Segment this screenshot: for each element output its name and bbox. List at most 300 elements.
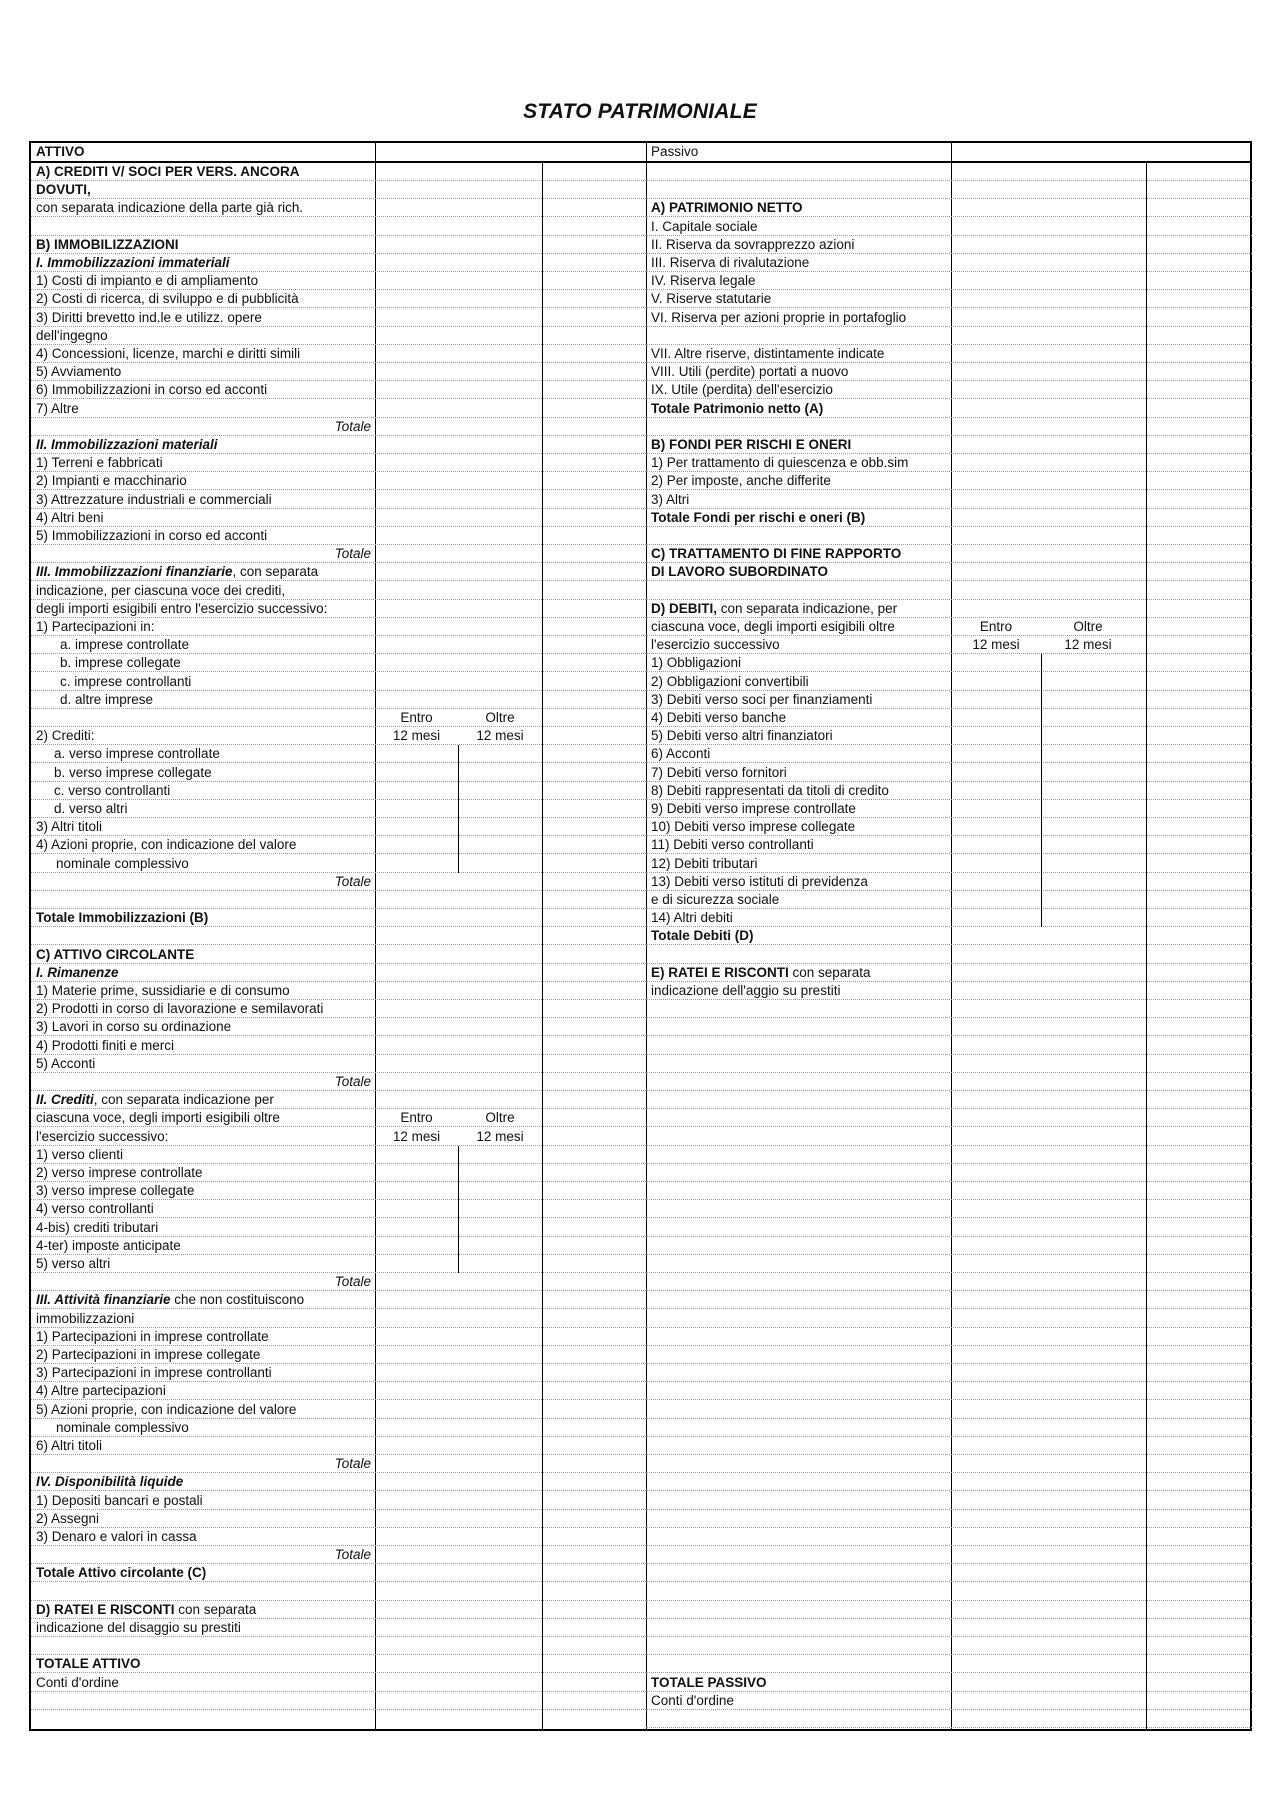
attivo-row xyxy=(31,381,646,399)
attivo-row xyxy=(31,1655,646,1673)
passivo-row xyxy=(646,381,1252,399)
passivo-row xyxy=(646,745,1252,763)
attivo-row-label xyxy=(31,1200,375,1218)
passivo-row xyxy=(646,1273,1252,1291)
row-label-text: III. Immobilizzazioni finanziarie xyxy=(36,564,233,580)
attivo-row xyxy=(31,1109,646,1127)
passivo-row xyxy=(646,1255,1252,1273)
passivo-row xyxy=(646,618,1252,636)
passivo-row-label xyxy=(646,1200,951,1218)
attivo-row xyxy=(31,1073,646,1091)
attivo-row xyxy=(31,1473,646,1491)
attivo-row xyxy=(31,491,646,509)
attivo-row-label xyxy=(31,1437,375,1455)
attivo-row xyxy=(31,1601,646,1619)
row-label-text: Totale Immobilizzazioni (B) xyxy=(36,910,209,926)
row-label-text: 1) verso clienti xyxy=(36,1146,124,1162)
row-label-text: 5) Debiti verso altri finanziatori xyxy=(651,728,833,744)
row-label-text: Totale xyxy=(334,1074,371,1089)
row-label-text: 2) Assegni xyxy=(36,1510,100,1526)
attivo-row-label xyxy=(31,1237,375,1255)
attivo-row-label xyxy=(31,472,375,490)
row-label-text: 6) Acconti xyxy=(651,746,711,762)
attivo-row xyxy=(31,782,646,800)
row-label-text: 9) Debiti verso imprese controllate xyxy=(651,801,856,816)
row-label-text: 1) Partecipazioni in imprese controllate xyxy=(36,1328,269,1344)
passivo-row-label xyxy=(646,1219,951,1237)
row-label-text: A) PATRIMONIO NETTO xyxy=(651,200,803,216)
passivo-row xyxy=(646,1583,1252,1601)
row-label-text: indicazione dell'aggio su prestiti xyxy=(651,983,841,998)
passivo-row-label xyxy=(646,1655,951,1673)
attivo-row xyxy=(31,582,646,600)
attivo-row xyxy=(31,1619,646,1637)
row-label-text: 1) Costi di impianto e di ampliamento xyxy=(36,273,259,289)
passivo-row xyxy=(646,873,1252,891)
row-label-text: B) IMMOBILIZZAZIONI xyxy=(36,236,179,252)
passivo-row xyxy=(646,1200,1252,1218)
attivo-row-label xyxy=(31,855,375,873)
passivo-row xyxy=(646,309,1252,327)
attivo-row-label xyxy=(31,1219,375,1237)
passivo-row-label xyxy=(646,927,951,945)
attivo-row-label xyxy=(31,818,375,836)
passivo-row-label xyxy=(646,1674,951,1692)
passivo-row-label xyxy=(646,1255,951,1273)
attivo-row xyxy=(31,727,646,745)
passivo-row-label xyxy=(646,764,951,782)
passivo-row xyxy=(646,181,1252,199)
row-label-text: 4) Altre partecipazioni xyxy=(36,1383,166,1399)
passivo-row-label xyxy=(646,1619,951,1637)
attivo-row-label xyxy=(31,1328,375,1346)
row-label-text: Totale xyxy=(334,418,371,434)
attivo-row xyxy=(31,654,646,672)
passivo-row xyxy=(646,327,1252,345)
row-label-text: B) FONDI PER RISCHI E ONERI xyxy=(651,437,852,452)
attivo-row xyxy=(31,764,646,782)
passivo-row xyxy=(646,436,1252,454)
attivo-row-label xyxy=(31,327,375,345)
row-label-text: Totale xyxy=(334,1547,371,1563)
attivo-row-label xyxy=(31,1055,375,1073)
row-label-text: 5) Avviamento xyxy=(36,364,122,380)
passivo-row-label xyxy=(646,1237,951,1255)
attivo-header: ATTIVO xyxy=(36,144,85,159)
row-label-text: Conti d'ordine xyxy=(36,1674,119,1690)
passivo-row xyxy=(646,1109,1252,1127)
passivo-row xyxy=(646,982,1252,1000)
attivo-row xyxy=(31,1291,646,1309)
row-label-text: l'esercizio successivo: xyxy=(36,1128,169,1144)
passivo-row-label xyxy=(646,290,951,308)
row-label-text: I. Capitale sociale xyxy=(651,218,758,234)
entro-oltre-divider xyxy=(1041,836,1042,854)
attivo-row xyxy=(31,909,646,927)
row-label-text: II. Crediti xyxy=(36,1092,94,1108)
attivo-row xyxy=(31,272,646,290)
row-label-text: 8) Debiti rappresentati da titoli di credito xyxy=(651,782,889,798)
row-label-text: 11) Debiti verso controllanti xyxy=(651,837,814,853)
attivo-row-label xyxy=(31,800,375,818)
attivo-row-label xyxy=(31,400,375,418)
passivo-row-label xyxy=(646,1055,951,1073)
passivo-row xyxy=(646,1018,1252,1036)
row-label-text: 1) Materie prime, sussidiarie e di consumo xyxy=(36,983,290,998)
row-label-text: 1) Obbligazioni xyxy=(651,655,742,671)
passivo-row xyxy=(646,1401,1252,1419)
attivo-row xyxy=(31,345,646,363)
passivo-row xyxy=(646,1564,1252,1582)
attivo-row xyxy=(31,1674,646,1692)
attivo-row-label xyxy=(31,946,375,964)
attivo-row xyxy=(31,1346,646,1364)
passivo-row xyxy=(646,199,1252,217)
passivo-row xyxy=(646,363,1252,381)
row-label-text: indicazione, per ciascuna voce dei crediti, xyxy=(36,582,286,598)
attivo-row xyxy=(31,1510,646,1528)
passivo-row xyxy=(646,909,1252,927)
attivo-row xyxy=(31,1164,646,1182)
row-label-text: 2) verso imprese controllate xyxy=(36,1165,203,1180)
entro-header: 12 mesi xyxy=(972,637,1020,653)
oltre-header: Oltre xyxy=(485,710,515,725)
row-label-rest: , con separata indicazione per xyxy=(93,1092,274,1108)
attivo-row xyxy=(31,946,646,964)
attivo-row-label xyxy=(31,254,375,272)
attivo-row xyxy=(31,418,646,436)
row-label-text: Totale xyxy=(334,546,371,562)
row-label-text: a. imprese controllate xyxy=(60,637,190,653)
attivo-row xyxy=(31,1419,646,1437)
entro-oltre-divider xyxy=(458,1237,459,1255)
attivo-row xyxy=(31,673,646,691)
passivo-row-label xyxy=(646,1710,951,1728)
passivo-row xyxy=(646,218,1252,236)
passivo-row-label xyxy=(646,363,951,381)
attivo-row-label xyxy=(31,1546,375,1564)
attivo-row-label xyxy=(31,1091,375,1109)
passivo-row-label xyxy=(646,1473,951,1491)
attivo-row-label xyxy=(31,436,375,454)
row-label-text: C) TRATTAMENTO DI FINE RAPPORTO xyxy=(651,546,902,562)
attivo-row-label xyxy=(31,563,375,581)
attivo-row xyxy=(31,982,646,1000)
attivo-row-label xyxy=(31,673,375,691)
attivo-row xyxy=(31,309,646,327)
attivo-row-label xyxy=(31,454,375,472)
passivo-row xyxy=(646,673,1252,691)
row-label-text: TOTALE ATTIVO xyxy=(36,1656,141,1672)
passivo-row xyxy=(646,727,1252,745)
row-label-text: 10) Debiti verso imprese collegate xyxy=(651,819,856,835)
attivo-row xyxy=(31,618,646,636)
row-label-text: I. Rimanenze xyxy=(36,964,119,980)
passivo-row-label xyxy=(646,181,951,199)
passivo-row-label xyxy=(646,1637,951,1655)
row-label-text: 1) Partecipazioni in: xyxy=(36,619,155,634)
passivo-row xyxy=(646,236,1252,254)
passivo-row xyxy=(646,1437,1252,1455)
passivo-row xyxy=(646,1455,1252,1473)
attivo-row xyxy=(31,709,646,727)
passivo-row-label xyxy=(646,709,951,727)
attivo-row xyxy=(31,1200,646,1218)
attivo-row-label xyxy=(31,782,375,800)
attivo-row-label xyxy=(31,1000,375,1018)
passivo-row-label xyxy=(646,818,951,836)
row-label-text: C) ATTIVO CIRCOLANTE xyxy=(36,946,195,962)
passivo-row xyxy=(646,946,1252,964)
attivo-row-label xyxy=(31,1510,375,1528)
passivo-row xyxy=(646,964,1252,982)
attivo-row-label xyxy=(31,1492,375,1510)
passivo-row-label xyxy=(646,1510,951,1528)
row-label-text: IX. Utile (perdita) dell'esercizio xyxy=(651,382,833,398)
passivo-row-label xyxy=(646,691,951,709)
attivo-row-label xyxy=(31,1164,375,1182)
passivo-row-label xyxy=(646,1182,951,1200)
passivo-row-label xyxy=(646,836,951,854)
row-label-text: degli importi esigibili entro l'esercizio successivo: xyxy=(36,600,328,616)
row-label-text: 4) verso controllanti xyxy=(36,1201,154,1217)
passivo-row-label xyxy=(646,1146,951,1164)
row-label-text: I. Immobilizzazioni immateriali xyxy=(36,255,230,270)
passivo-row-label xyxy=(646,1164,951,1182)
passivo-row-label xyxy=(646,400,951,418)
attivo-row xyxy=(31,691,646,709)
passivo-row-label xyxy=(646,1037,951,1055)
attivo-row-label xyxy=(31,600,375,618)
attivo-row-label xyxy=(31,163,375,181)
attivo-row-label xyxy=(31,1419,375,1437)
passivo-row-label xyxy=(646,1000,951,1018)
row-label-text: D) DEBITI, xyxy=(651,600,717,616)
row-label-text: c. imprese controllanti xyxy=(60,673,192,689)
attivo-row-label xyxy=(31,1382,375,1400)
passivo-row-label xyxy=(646,199,951,217)
passivo-row-label xyxy=(646,855,951,873)
row-label-text: 4-bis) crediti tributari xyxy=(36,1219,159,1235)
attivo-row xyxy=(31,818,646,836)
row-label-text: 6) Immobilizzazioni in corso ed acconti xyxy=(36,382,268,398)
attivo-row xyxy=(31,1637,646,1655)
passivo-row-label xyxy=(646,618,951,636)
attivo-row xyxy=(31,218,646,236)
row-label-rest: , con separata xyxy=(232,564,319,580)
row-label-text: ciascuna voce, degli importi esigibili oltre xyxy=(36,1110,280,1126)
attivo-row-label xyxy=(31,1291,375,1309)
entro-oltre-divider xyxy=(1041,764,1042,782)
passivo-row-label xyxy=(646,727,951,745)
attivo-row xyxy=(31,1310,646,1328)
row-label-text: 5) Azioni proprie, con indicazione del valore xyxy=(36,1401,297,1417)
row-label-rest: con separata xyxy=(174,1601,257,1617)
row-label-text: II. Riserva da sovrapprezzo azioni xyxy=(651,236,855,252)
attivo-row-label xyxy=(31,509,375,527)
attivo-row-label xyxy=(31,1674,375,1692)
row-label-text: a. verso imprese controllate xyxy=(54,746,220,762)
attivo-row xyxy=(31,745,646,763)
row-label-text: Totale Debiti (D) xyxy=(651,928,754,944)
passivo-row-label xyxy=(646,1328,951,1346)
attivo-row xyxy=(31,1564,646,1582)
row-label-text: Totale Attivo circolante (C) xyxy=(36,1565,207,1581)
passivo-row xyxy=(646,1291,1252,1309)
attivo-row xyxy=(31,1692,646,1710)
attivo-row-label xyxy=(31,582,375,600)
passivo-row xyxy=(646,1510,1252,1528)
row-label-text: Totale xyxy=(334,1274,371,1290)
row-label-text: ciascuna voce, degli importi esigibili oltre xyxy=(651,619,895,634)
attivo-row-label xyxy=(31,1018,375,1036)
row-label-text: D) RATEI E RISCONTI xyxy=(36,1601,175,1617)
passivo-row-label xyxy=(646,1310,951,1328)
passivo-row-label xyxy=(646,472,951,490)
passivo-row-label xyxy=(646,782,951,800)
passivo-row xyxy=(646,1310,1252,1328)
attivo-row-label xyxy=(31,272,375,290)
entro-oltre-divider xyxy=(458,855,459,873)
attivo-row-label xyxy=(31,1637,375,1655)
attivo-row-label xyxy=(31,363,375,381)
entro-oltre-divider xyxy=(458,1182,459,1200)
attivo-row-label xyxy=(31,1146,375,1164)
passivo-row xyxy=(646,782,1252,800)
passivo-row-label xyxy=(646,491,951,509)
attivo-row-label xyxy=(31,636,375,654)
passivo-row xyxy=(646,272,1252,290)
row-label-rest: con separata indicazione, per xyxy=(717,600,898,616)
attivo-row-label xyxy=(31,1401,375,1419)
entro-oltre-divider xyxy=(1041,673,1042,691)
passivo-row-label xyxy=(646,982,951,1000)
row-label-text: 3) Lavori in corso su ordinazione xyxy=(36,1019,232,1035)
passivo-row xyxy=(646,545,1252,563)
row-label-text: indicazione del disaggio su prestiti xyxy=(36,1620,241,1635)
passivo-row xyxy=(646,163,1252,181)
passivo-header: Passivo xyxy=(651,144,699,159)
entro-oltre-divider xyxy=(1041,782,1042,800)
attivo-row xyxy=(31,472,646,490)
row-label-text: 2) Crediti: xyxy=(36,728,95,744)
row-label-text: DI LAVORO SUBORDINATO xyxy=(651,564,829,580)
row-label-text: 4) Altri beni xyxy=(36,509,104,525)
entro-header: 12 mesi xyxy=(392,1128,441,1144)
row-label-text: 2) Impianti e macchinario xyxy=(36,473,187,489)
attivo-row-label xyxy=(31,545,375,563)
row-label-text: VI. Riserva per azioni proprie in portafoglio xyxy=(651,309,907,325)
passivo-row xyxy=(646,1710,1252,1728)
passivo-row-label xyxy=(646,1109,951,1127)
passivo-row xyxy=(646,1601,1252,1619)
passivo-row xyxy=(646,1492,1252,1510)
passivo-row-label xyxy=(646,1546,951,1564)
passivo-row-label xyxy=(646,563,951,581)
passivo-row xyxy=(646,1619,1252,1637)
attivo-row xyxy=(31,436,646,454)
passivo-row-label xyxy=(646,527,951,545)
row-label-text: d. altre imprese xyxy=(60,691,154,707)
attivo-row-label xyxy=(31,1528,375,1546)
passivo-row-label xyxy=(646,1382,951,1400)
passivo-row xyxy=(646,1364,1252,1382)
passivo-row xyxy=(646,1037,1252,1055)
attivo-row xyxy=(31,545,646,563)
passivo-row-label xyxy=(646,345,951,363)
passivo-row-label xyxy=(646,436,951,454)
row-label-text: A) CREDITI V/ SOCI PER VERS. ANCORA xyxy=(36,164,300,179)
balance-sheet-table xyxy=(29,141,1252,1731)
entro-oltre-divider xyxy=(1041,891,1042,909)
passivo-row-label xyxy=(646,1564,951,1582)
row-label-text: 2) Partecipazioni in imprese collegate xyxy=(36,1347,261,1362)
attivo-row-label xyxy=(31,1655,375,1673)
entro-oltre-divider xyxy=(1041,800,1042,818)
row-label-text: Totale xyxy=(334,873,371,889)
passivo-row-label xyxy=(646,1437,951,1455)
attivo-row xyxy=(31,236,646,254)
attivo-row xyxy=(31,1018,646,1036)
attivo-row-label xyxy=(31,1109,375,1127)
row-label-text: 4) Concessioni, licenze, marchi e diritti simili xyxy=(36,346,301,361)
entro-oltre-divider xyxy=(458,1255,459,1273)
attivo-row xyxy=(31,1583,646,1601)
attivo-row xyxy=(31,163,646,181)
attivo-row-label xyxy=(31,982,375,1000)
passivo-row-label xyxy=(646,946,951,964)
passivo-row xyxy=(646,709,1252,727)
passivo-row-label xyxy=(646,418,951,436)
row-label-text: con separata indicazione della parte già rich. xyxy=(36,200,304,216)
attivo-row xyxy=(31,1492,646,1510)
passivo-row xyxy=(646,527,1252,545)
row-label-text: 3) Altri titoli xyxy=(36,819,103,835)
row-label-text: 5) Acconti xyxy=(36,1055,96,1071)
passivo-row-label xyxy=(646,582,951,600)
attivo-row xyxy=(31,927,646,945)
row-label-text: 5) verso altri xyxy=(36,1256,111,1271)
attivo-row xyxy=(31,855,646,873)
row-label-text: Totale Fondi per rischi e oneri (B) xyxy=(651,509,866,525)
attivo-row xyxy=(31,1255,646,1273)
entro-oltre-divider xyxy=(458,1219,459,1237)
passivo-row xyxy=(646,290,1252,308)
page-title: STATO PATRIMONIALE xyxy=(523,100,757,123)
entro-oltre-divider xyxy=(458,1164,459,1182)
passivo-row-label xyxy=(646,1419,951,1437)
attivo-row xyxy=(31,873,646,891)
row-label-text: E) RATEI E RISCONTI xyxy=(651,964,789,980)
passivo-row-label xyxy=(646,1018,951,1036)
passivo-row xyxy=(646,855,1252,873)
attivo-row-label xyxy=(31,1564,375,1582)
attivo-row xyxy=(31,1401,646,1419)
oltre-header: 12 mesi xyxy=(476,1128,524,1144)
entro-oltre-divider xyxy=(1041,873,1042,891)
attivo-row xyxy=(31,1455,646,1473)
row-label-text: IV. Disponibilità liquide xyxy=(36,1474,184,1490)
passivo-row xyxy=(646,1091,1252,1109)
attivo-row-label xyxy=(31,745,375,763)
row-label-text: dell'ingegno xyxy=(36,327,108,343)
passivo-row xyxy=(646,563,1252,581)
row-label-text: 12) Debiti tributari xyxy=(651,855,758,871)
row-label-text: 4) Azioni proprie, con indicazione del valore xyxy=(36,837,297,853)
attivo-row xyxy=(31,800,646,818)
row-label-text: III. Attività finanziarie xyxy=(36,1292,171,1308)
passivo-row-label xyxy=(646,454,951,472)
